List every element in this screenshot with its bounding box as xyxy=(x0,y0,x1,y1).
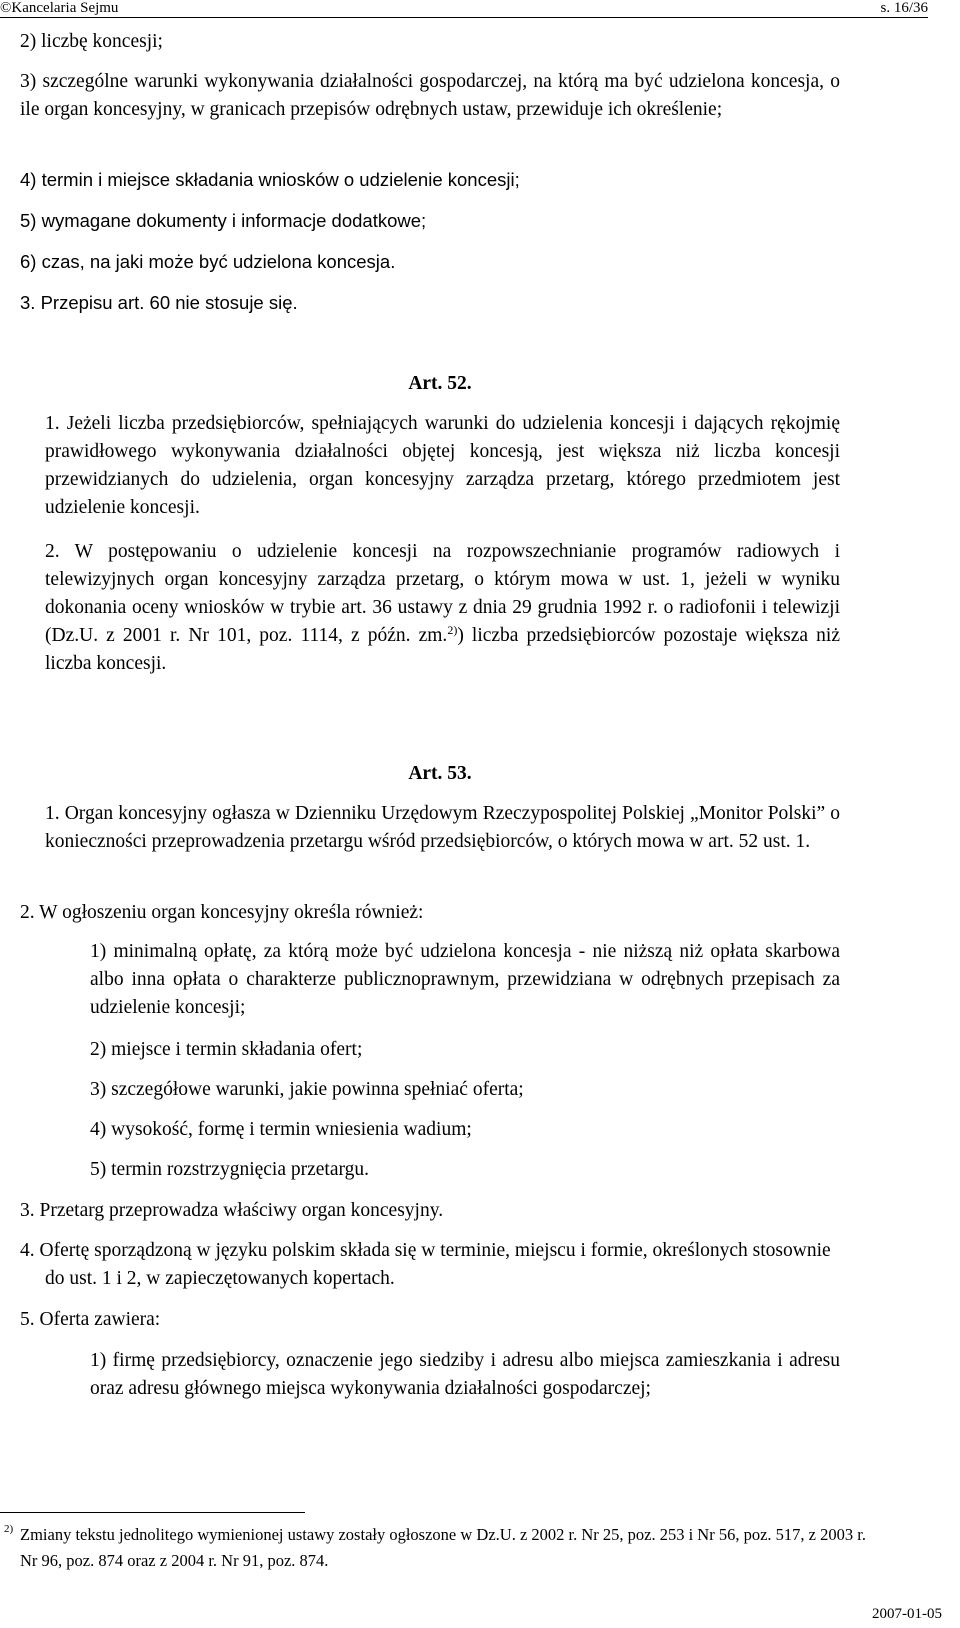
article-53-paragraph-5: 5. Oferta zawiera: xyxy=(20,1309,161,1330)
list-item: 1) minimalną opłatę, za którą może być udzielona koncesja - nie niższą niż opłata skarbowa albo inna opłata o charakterze publicznoprawnym, przewidziana w odrębnych przepisach za udzielenie koncesji; xyxy=(90,941,840,1018)
item-2: 2) liczbę koncesji; xyxy=(20,31,163,52)
footnote-mark: 2) xyxy=(4,1523,14,1535)
article-52-paragraph-1: 1. Jeżeli liczba przedsiębiorców, spełniających warunki do udzielenia koncesji i dających rękojmię prawidłowego wykonywania działalności objętej koncesją, jest większa niż liczba koncesji przewidzianych do udzielenia, organ koncesyjny zarządza przetarg, którego przedmiotem jest udzielenie koncesji. xyxy=(45,413,840,518)
paragraph-3: 3. Przepisu art. 60 nie stosuje się. xyxy=(20,292,298,313)
item-3: 3) szczególne warunki wykonywania działalności gospodarczej, na którą ma być udzielona koncesja, o ile organ koncesyjny, w granicach przepisów odrębnych ustaw, przewiduje ich określenie; xyxy=(20,71,840,120)
footnote-text: Zmiany tekstu jednolitego wymienionej ustawy zostały ogłoszone w Dz.U. z 2002 r. Nr 25, poz. 253 i Nr 56, poz. 517, z 2003 r. Nr 96, poz. 874 oraz z 2004 r. Nr 91, poz. 874. xyxy=(20,1525,866,1570)
article-53-heading: Art. 53. xyxy=(408,763,472,784)
article-53-paragraph-2: 2. W ogłoszeniu organ koncesyjny określa również: xyxy=(20,902,424,923)
copyright-label: ©Kancelaria Sejmu xyxy=(0,0,119,16)
article-52-paragraph-2-end: ) liczba przedsiębiorców pozostaje większa niż liczba koncesji. xyxy=(45,625,840,674)
article-52-heading: Art. 52. xyxy=(408,373,472,394)
footnote-reference: 2) xyxy=(447,623,458,637)
article-53-paragraph-4: 4. Ofertę sporządzoną w języku polskim składa się w terminie, miejscu i formie, określonych stosownie do ust. 1 i 2, w zapieczętowanych kopertach. xyxy=(20,1240,831,1289)
footnote-rule xyxy=(0,1512,305,1513)
list-item: 5) termin rozstrzygnięcia przetargu. xyxy=(90,1159,370,1180)
list-item: 1) firmę przedsiębiorcy, oznaczenie jego siedziby i adresu albo miejsca zamieszkania i adresu oraz adresu głównego miejsca wykonywania działalności gospodarczej; xyxy=(90,1350,840,1399)
item-6: 6) czas, na jaki może być udzielona koncesja. xyxy=(20,251,396,272)
list-item: 2) miejsce i termin składania ofert; xyxy=(90,1039,363,1060)
header-rule xyxy=(0,17,928,18)
item-4: 4) termin i miejsce składania wniosków o udzielenie koncesji; xyxy=(20,169,520,190)
article-52-paragraph-2-text: 2. W postępowaniu o udzielenie koncesji na rozpowszechnianie programów radiowych i telewizyjnych organ koncesyjny zarządza przetarg, o którym mowa w ust. 1, jeżeli w wyniku dokonania oceny wniosków w trybie art. 36 ustawy z dnia 29 grudnia 1992 r. o radiofonii i telewizji (Dz.U. z 2001 r. Nr 101, poz. 1114, z późn. zm. xyxy=(45,541,840,646)
item-5: 5) wymagane dokumenty i informacje dodatkowe; xyxy=(20,210,427,231)
article-53-paragraph-3: 3. Przetarg przeprowadza właściwy organ koncesyjny. xyxy=(20,1200,444,1221)
page-header xyxy=(0,0,960,20)
list-item: 3) szczegółowe warunki, jakie powinna spełniać oferta; xyxy=(90,1079,524,1100)
list-item: 4) wysokość, formę i termin wniesienia wadium; xyxy=(90,1119,472,1140)
document-date: 2007-01-05 xyxy=(872,1606,942,1622)
article-52-paragraph-2 xyxy=(45,538,840,678)
article-53-paragraph-1: 1. Organ koncesyjny ogłasza w Dzienniku Urzędowym Rzeczypospolitej Polskiej „Monitor Polski” o konieczności przeprowadzenia przetargu wśród przedsiębiorców, o których mowa w art. 52 ust. 1. xyxy=(45,803,840,852)
page-number: s. 16/36 xyxy=(880,0,928,16)
